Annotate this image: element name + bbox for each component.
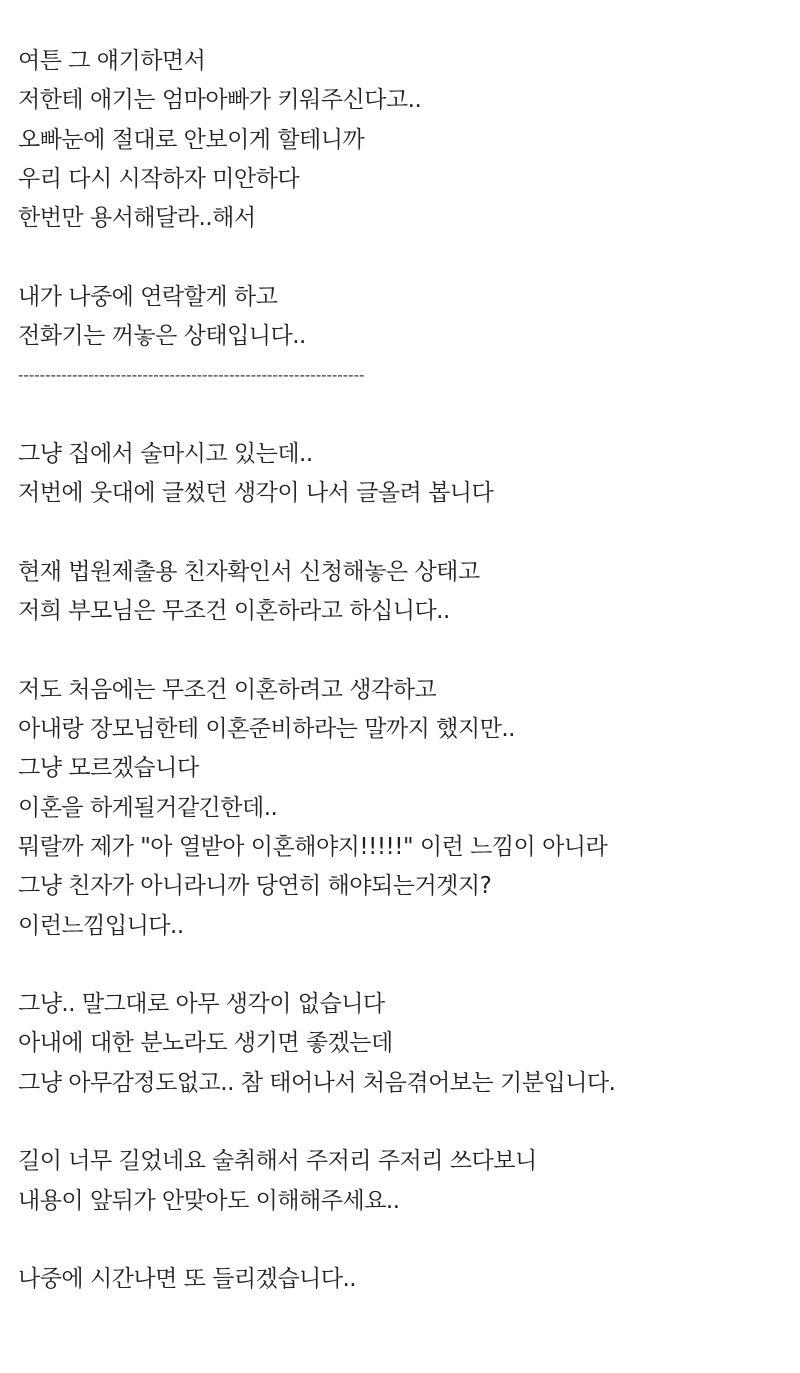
paragraph [18, 671, 788, 946]
paragraph [18, 553, 788, 632]
text-line: 내가 나중에 연락할게 하고 [18, 283, 278, 310]
paragraph [18, 985, 788, 1103]
paragraph [18, 435, 788, 514]
paragraph [18, 42, 788, 238]
text-line: 그냥.. 말그대로 아무 생각이 없습니다 [18, 991, 385, 1018]
dashed-divider: ---------------------------------------------------------------- [18, 366, 365, 385]
text-line: 길이 너무 길었네요 술취해서 주저리 주저리 쓰다보니 [18, 1148, 537, 1175]
text-line: 뭐랄까 제가 "아 열받아 이혼해야지!!!!!" 이런 느낌이 아니라 [18, 833, 608, 860]
text-line: 나중에 시간나면 또 들리겠습니다.. [18, 1266, 357, 1293]
text-line: 아내랑 장모님한테 이혼준비하라는 말까지 했지만.. [18, 716, 515, 743]
text-line: 이런느낌입니다.. [18, 912, 184, 939]
text-line: 오빠눈에 절대로 안보이게 할테니까 [18, 126, 365, 153]
paragraph-gap [18, 514, 788, 553]
text-line: 그냥 집에서 술마시고 있는데.. [18, 440, 313, 467]
text-line: 전화기는 꺼놓은 상태입니다.. [18, 323, 306, 350]
text-line: 저번에 웃대에 글썼던 생각이 나서 글올려 봅니다 [18, 480, 494, 507]
text-line: 현재 법원제출용 친자확인서 신청해놓은 상태고 [18, 558, 480, 585]
text-line: 저한테 애기는 엄마아빠가 키워주신다고.. [18, 87, 422, 114]
paragraph-gap [18, 238, 788, 277]
text-line: 저희 부모님은 무조건 이혼하라고 하십니다.. [18, 598, 450, 625]
text-line: 그냥 친자가 아니라니까 당연히 해야되는거겟지? [18, 873, 492, 900]
text-line: 이혼을 하게될거같긴한데.. [18, 794, 278, 821]
text-line: 저도 처음에는 무조건 이혼하려고 생각하고 [18, 676, 437, 703]
paragraph-gap [18, 946, 788, 985]
text-line: 내용이 앞뒤가 안맞아도 이해해주세요.. [18, 1187, 400, 1214]
text-line: 그냥 아무감정도없고.. 참 태어나서 처음겪어보는 기분입니다. [18, 1069, 616, 1096]
paragraph-gap [18, 631, 788, 670]
paragraph [18, 278, 788, 357]
paragraph-gap [18, 396, 788, 435]
paragraph [18, 1142, 788, 1221]
text-line: 아내에 대한 분노라도 생기면 좋겠는데 [18, 1030, 393, 1057]
text-line: 그냥 모르겠습니다 [18, 755, 199, 782]
paragraph [18, 1260, 788, 1299]
text-line: 우리 다시 시작하자 미안하다 [18, 165, 300, 192]
text-line: 한번만 용서해달라..해서 [18, 205, 256, 232]
paragraph-gap [18, 1221, 788, 1260]
paragraph-gap [18, 1103, 788, 1142]
post-body [18, 42, 788, 1300]
text-line: 여튼 그 얘기하면서 [18, 48, 206, 74]
